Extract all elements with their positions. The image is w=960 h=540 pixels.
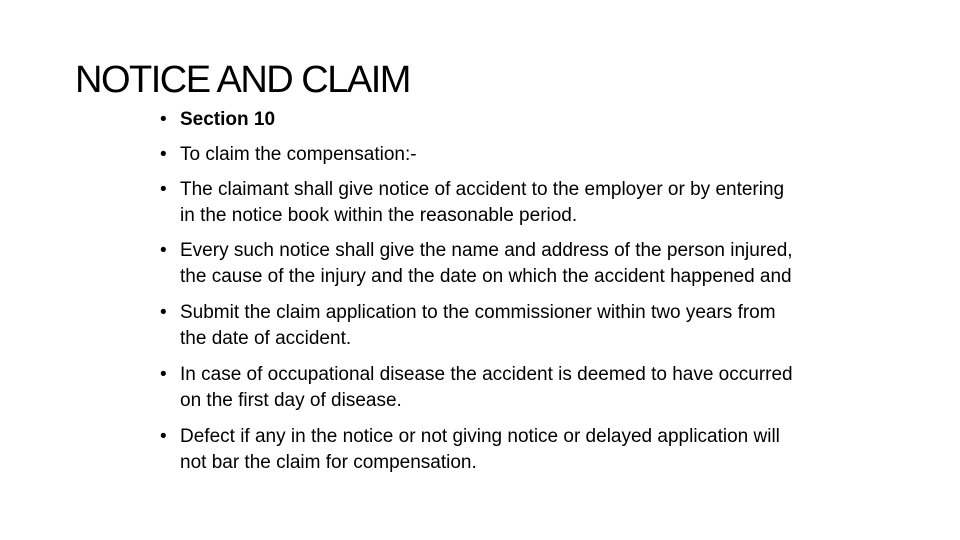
bullet-item (160, 300, 800, 352)
bullet-item (160, 107, 800, 133)
bullet-dot-icon: • (160, 426, 167, 447)
bullet-text: To claim the compensation:- (180, 144, 417, 165)
bullet-item (160, 424, 800, 476)
bullet-text: Every such notice shall give the name and address of the person injured, the cause of the injury and the date on which the accident happened and (180, 240, 793, 287)
bullet-dot-icon: • (160, 179, 167, 200)
bullet-text: Submit the claim application to the commissioner within two years from the date of accident. (180, 302, 776, 349)
slide-title: NOTICE AND CLAIM (75, 59, 410, 101)
bullet-dot-icon: • (160, 302, 167, 323)
bullet-dot-icon: • (160, 364, 167, 385)
bullet-item (160, 362, 800, 414)
bullet-dot-icon: • (160, 240, 167, 261)
bullet-text: The claimant shall give notice of accident to the employer or by entering in the notice book within the reasonable period. (180, 179, 785, 226)
bullet-item (160, 142, 800, 168)
bullet-text: Section 10 (180, 109, 276, 130)
bullet-item (160, 238, 800, 290)
bullet-dot-icon: • (160, 109, 167, 130)
bullet-text: In case of occupational disease the accident is deemed to have occurred on the first day of disease. (180, 364, 793, 411)
bullet-text: Defect if any in the notice or not giving notice or delayed application will not bar the claim for compensation. (180, 426, 780, 473)
bullet-dot-icon: • (160, 144, 167, 165)
bullet-list (160, 107, 800, 476)
bullet-item (160, 177, 800, 229)
